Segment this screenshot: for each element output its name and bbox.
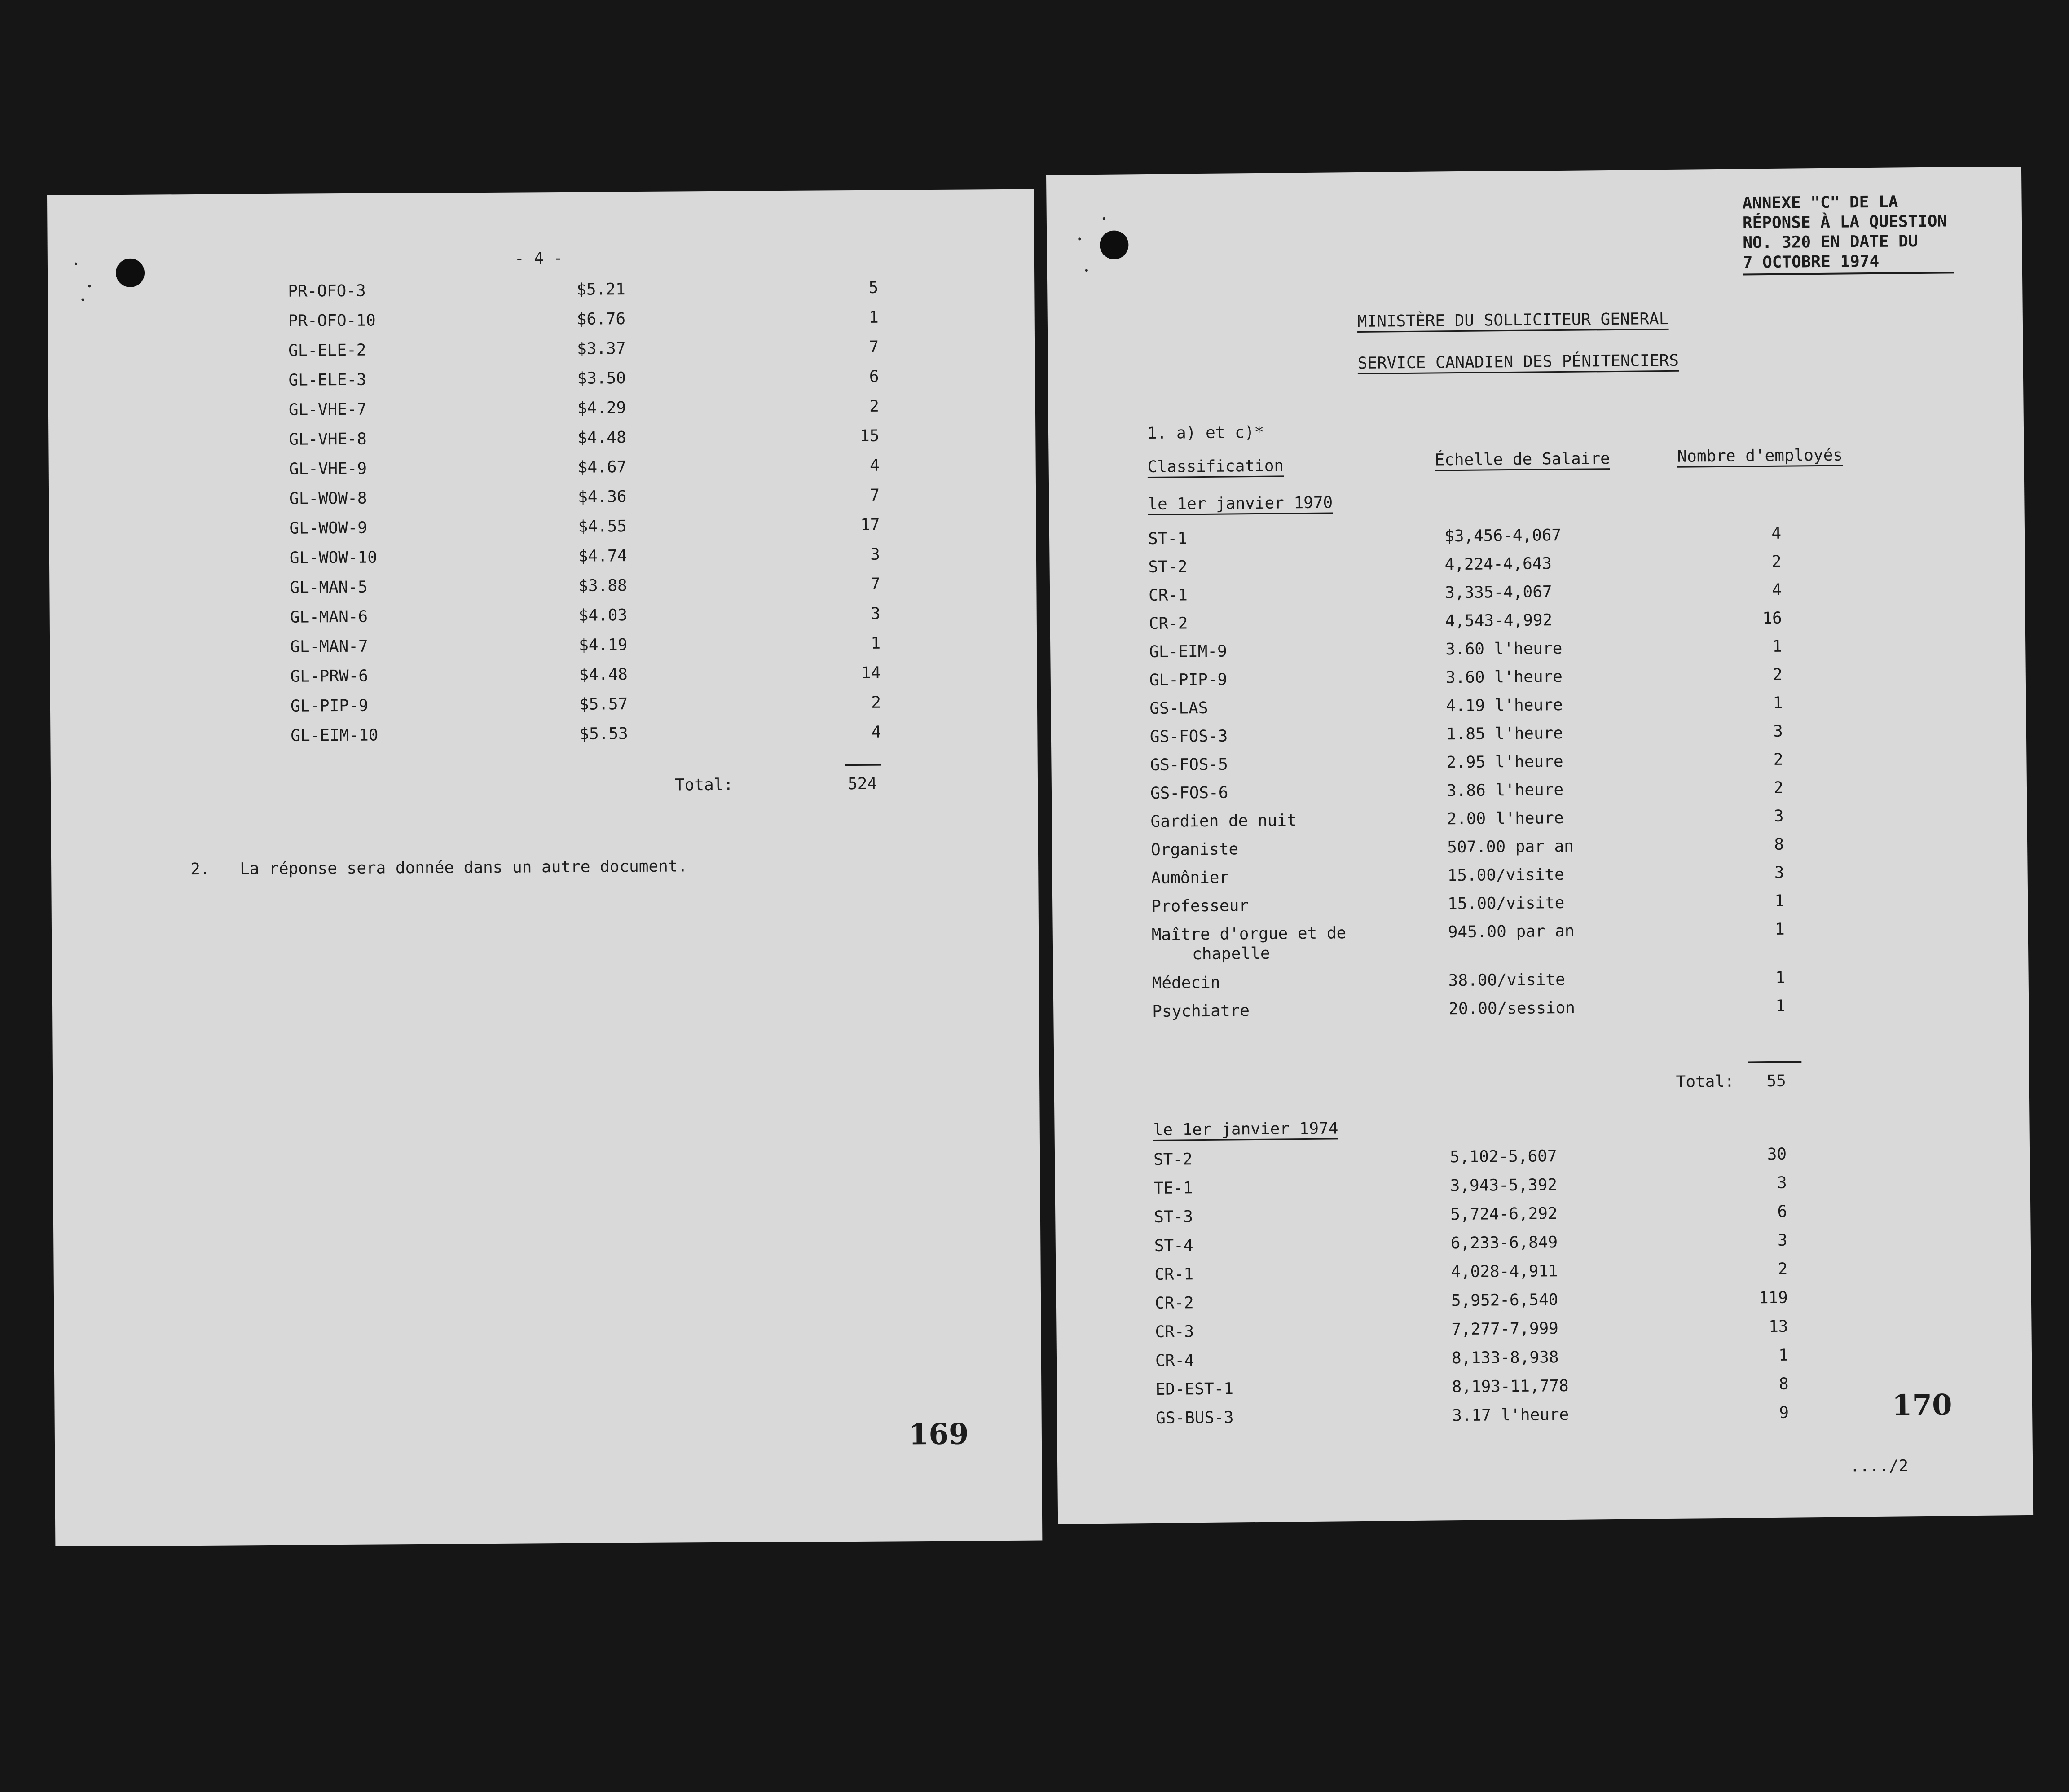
hourly-rate: $3.88 xyxy=(578,576,627,595)
classification-code: ST-1 xyxy=(1148,529,1187,549)
salary-scale: 8,193-11,778 xyxy=(1452,1376,1569,1397)
total-label: Total: xyxy=(674,775,734,795)
hourly-rate: $4.36 xyxy=(578,488,627,506)
salary-scale: 8,133-8,938 xyxy=(1451,1348,1559,1368)
classification-code: GL-WOW-10 xyxy=(289,548,378,567)
classification-code: ST-2 xyxy=(1153,1150,1193,1169)
employee-count: 17 xyxy=(860,515,880,534)
hourly-rate: $5.53 xyxy=(579,725,628,743)
employee-count: 3 xyxy=(870,545,880,564)
classification-code: PR-OFO-10 xyxy=(288,311,376,330)
employee-count: 8 xyxy=(1774,835,1784,854)
salary-scale: 3.60 l'heure xyxy=(1445,668,1563,687)
employee-count: 3 xyxy=(870,604,880,623)
employee-count: 2 xyxy=(1774,778,1784,797)
classification-code: GL-VHE-8 xyxy=(289,430,367,449)
classification-code: Psychiatre xyxy=(1152,1001,1250,1021)
hourly-rate: $4.29 xyxy=(577,399,626,417)
employee-count: 3 xyxy=(1777,1231,1787,1250)
employee-count: 1 xyxy=(1773,694,1783,712)
employee-count: 1 xyxy=(1774,920,1785,939)
classification-code: GL-MAN-5 xyxy=(290,578,368,597)
classification-code: GL-ELE-3 xyxy=(288,370,367,390)
employee-count: 1 xyxy=(1774,892,1785,910)
hourly-rate: $4.55 xyxy=(578,517,627,536)
classification-code: CR-2 xyxy=(1154,1294,1194,1313)
salary-scale: 507.00 par an xyxy=(1447,837,1574,857)
employee-count: 3 xyxy=(1774,863,1784,882)
classification-code: Professeur xyxy=(1151,896,1249,916)
question-number: 1. a) et c)* xyxy=(1147,423,1264,443)
employee-count: 6 xyxy=(869,367,879,386)
hourly-rate: $3.50 xyxy=(577,369,626,388)
employee-count: 30 xyxy=(1767,1145,1787,1164)
classification-code: CR-1 xyxy=(1149,586,1188,605)
salary-scale: 1.85 l'heure xyxy=(1446,724,1563,744)
salary-scale: 15.00/visite xyxy=(1448,893,1565,914)
classification-code: GL-WOW-9 xyxy=(289,518,368,538)
salary-scale: 2.00 l'heure xyxy=(1447,808,1564,829)
section-heading-1974: le 1er janvier 1974 xyxy=(1153,1119,1338,1139)
punch-hole xyxy=(116,259,145,287)
annex-line: RÉPONSE À LA QUESTION xyxy=(1742,212,1947,233)
employee-count: 1 xyxy=(871,634,881,653)
employee-count: 4 xyxy=(869,456,880,475)
salary-scale: 2.95 l'heure xyxy=(1446,752,1563,772)
hourly-rate: $3.37 xyxy=(577,339,626,358)
classification-code: PR-OFO-3 xyxy=(288,281,366,301)
employee-count: 1 xyxy=(868,308,879,327)
employee-count: 8 xyxy=(1778,1375,1789,1393)
employee-count: 1 xyxy=(1778,1346,1789,1365)
employee-count: 7 xyxy=(870,575,880,593)
salary-scale: 5,952-6,540 xyxy=(1451,1291,1558,1310)
hourly-rate: $4.03 xyxy=(578,606,628,625)
salary-scale: $3,456-4,067 xyxy=(1444,526,1562,546)
salary-scale: 3.60 l'heure xyxy=(1445,639,1563,659)
employee-count: 2 xyxy=(1771,552,1782,571)
classification-code: Médecin xyxy=(1152,973,1220,993)
total-rule xyxy=(845,764,881,766)
salary-scale: 5,102-5,607 xyxy=(1449,1147,1557,1167)
salary-scale: 6,233-6,849 xyxy=(1450,1233,1558,1253)
hourly-rate: $4.48 xyxy=(579,665,628,684)
total-value: 524 xyxy=(847,774,877,794)
classification-code: GL-PRW-6 xyxy=(290,667,369,686)
classification-code: Aumônier xyxy=(1151,868,1229,888)
employee-count: 7 xyxy=(869,338,879,356)
employee-count: 3 xyxy=(1777,1173,1787,1192)
total-value: 55 xyxy=(1766,1072,1786,1091)
employee-count: 2 xyxy=(871,693,881,712)
classification-code: ST-4 xyxy=(1154,1236,1193,1255)
salary-scale: 945.00 par an xyxy=(1448,922,1575,942)
column-header-employee-count: Nombre d'employés xyxy=(1677,446,1843,466)
annex-line: ANNEXE "C" DE LA xyxy=(1742,193,1898,213)
section-heading-1970: le 1er janvier 1970 xyxy=(1148,493,1333,514)
employee-count: 14 xyxy=(861,663,881,682)
hourly-rate: $5.21 xyxy=(577,280,625,299)
classification-code: GS-FOS-3 xyxy=(1149,727,1228,747)
column-header-classification: Classification xyxy=(1147,457,1284,477)
continued-marker: ..../2 xyxy=(1849,1457,1909,1476)
employee-count: 1 xyxy=(1775,997,1786,1015)
employee-count: 16 xyxy=(1762,609,1782,628)
salary-scale: 20.00/session xyxy=(1448,998,1576,1019)
salary-scale: 7,277-7,999 xyxy=(1451,1319,1559,1339)
note-number: 2. xyxy=(190,860,210,879)
employee-count: 7 xyxy=(870,486,880,505)
employee-count: 2 xyxy=(1778,1260,1788,1278)
hourly-rate: $6.76 xyxy=(577,310,626,329)
employee-count: 6 xyxy=(1777,1202,1787,1221)
employee-count: 3 xyxy=(1774,807,1784,826)
page-number: 170 xyxy=(1892,1388,1952,1423)
classification-code: GL-MAN-7 xyxy=(290,637,368,656)
employee-count: 2 xyxy=(869,397,880,416)
note-text: La réponse sera donnée dans un autre document. xyxy=(240,857,688,878)
employee-count: 1 xyxy=(1775,968,1785,987)
classification-code: GL-WOW-8 xyxy=(289,489,367,508)
classification-code: GL-VHE-7 xyxy=(288,400,367,419)
classification-code: ST-3 xyxy=(1154,1208,1193,1226)
annex-reference xyxy=(1742,192,1947,272)
classification-code: GL-EIM-9 xyxy=(1149,642,1227,662)
hourly-rate: $4.19 xyxy=(579,636,628,654)
classification-code: CR-2 xyxy=(1149,614,1188,633)
classification-code: GS-FOS-5 xyxy=(1150,755,1228,775)
classification-code: ED-EST-1 xyxy=(1155,1379,1234,1399)
classification-code: GL-VHE-9 xyxy=(289,459,367,479)
employee-count: 4 xyxy=(1771,524,1782,543)
employee-count: 119 xyxy=(1758,1288,1788,1308)
right-page xyxy=(1046,167,2033,1524)
classification-code: GS-LAS xyxy=(1149,698,1208,718)
left-page xyxy=(47,189,1042,1546)
employee-count: 9 xyxy=(1779,1403,1789,1422)
employee-count: 2 xyxy=(1773,750,1783,769)
classification-code: CR-3 xyxy=(1155,1322,1194,1341)
classification-code: GL-MAN-6 xyxy=(290,607,368,627)
annex-line: 7 OCTOBRE 1974 xyxy=(1743,252,1880,272)
employee-count: 4 xyxy=(871,723,881,742)
employee-count: 13 xyxy=(1768,1317,1788,1336)
hourly-rate: $4.67 xyxy=(577,458,627,477)
page-header: - 4 - xyxy=(514,249,563,268)
classification-code: GL-ELE-2 xyxy=(288,341,366,360)
employee-count: 4 xyxy=(1772,580,1782,599)
classification-code: GS-FOS-6 xyxy=(1150,783,1228,803)
employee-count: 3 xyxy=(1773,722,1783,741)
total-label: Total: xyxy=(1676,1072,1734,1091)
salary-scale: 3.17 l'heure xyxy=(1452,1405,1569,1425)
employee-count: 1 xyxy=(1772,637,1783,656)
classification-code: Organiste xyxy=(1150,840,1239,860)
classification-code-continued: chapelle xyxy=(1192,944,1270,964)
employee-count: 2 xyxy=(1772,665,1783,684)
salary-scale: 3.86 l'heure xyxy=(1446,780,1564,800)
classification-code: GL-PIP-9 xyxy=(1149,670,1228,690)
hourly-rate: $4.48 xyxy=(577,428,626,447)
employee-count: 15 xyxy=(859,426,880,445)
total-rule xyxy=(1748,1061,1801,1063)
service-title: SERVICE CANADIEN DES PÉNITENCIERS xyxy=(1357,351,1679,373)
ministry-title: MINISTÈRE DU SOLLICITEUR GENERAL xyxy=(1357,309,1669,331)
employee-count: 5 xyxy=(868,278,879,297)
classification-code: GL-EIM-10 xyxy=(291,726,379,745)
salary-scale: 3,943-5,392 xyxy=(1450,1176,1558,1195)
rate-table xyxy=(47,189,1034,745)
salary-scale: 5,724-6,292 xyxy=(1450,1204,1558,1224)
salary-scale: 4,543-4,992 xyxy=(1445,611,1553,631)
salary-scale: 15.00/visite xyxy=(1447,865,1564,885)
classification-code: GL-PIP-9 xyxy=(290,696,369,716)
hourly-rate: $5.57 xyxy=(579,695,628,714)
salary-scale: 4.19 l'heure xyxy=(1446,696,1563,716)
page-number: 169 xyxy=(908,1417,969,1452)
classification-code: CR-1 xyxy=(1154,1265,1194,1284)
hourly-rate: $4.74 xyxy=(578,547,627,566)
classification-code: GS-BUS-3 xyxy=(1155,1408,1234,1427)
classification-code: Gardien de nuit xyxy=(1150,811,1297,831)
classification-code: TE-1 xyxy=(1153,1179,1193,1198)
classification-code: ST-2 xyxy=(1148,558,1188,577)
punch-hole xyxy=(1100,230,1129,259)
salary-scale: 38.00/visite xyxy=(1448,970,1565,990)
salary-scale: 4,224-4,643 xyxy=(1444,554,1552,574)
classification-code: Maître d'orgue et de xyxy=(1151,924,1347,944)
column-header-salary-scale: Échelle de Salaire xyxy=(1435,449,1610,470)
salary-scale: 4,028-4,911 xyxy=(1451,1262,1558,1282)
annex-line: NO. 320 EN DATE DU xyxy=(1743,232,1918,252)
salary-scale: 3,335-4,067 xyxy=(1444,583,1552,602)
classification-code: CR-4 xyxy=(1155,1351,1194,1370)
